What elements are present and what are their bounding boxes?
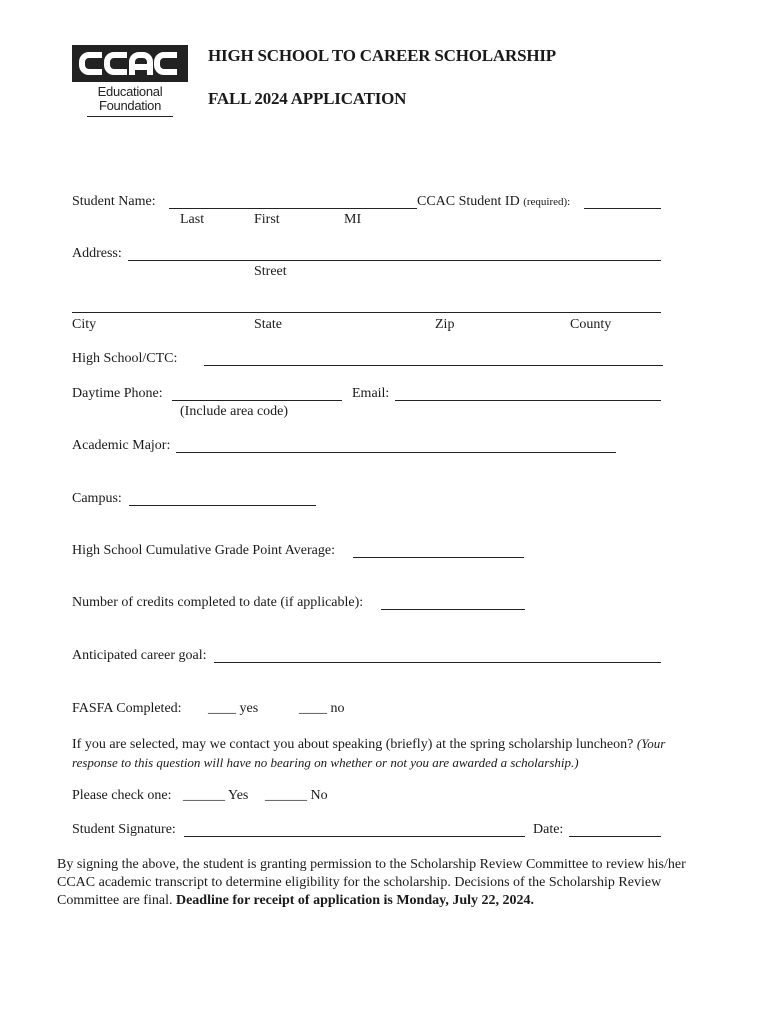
student-name-label: Student Name: (72, 194, 156, 209)
page-subtitle: FALL 2024 APPLICATION (208, 89, 407, 108)
ccac-id-field[interactable] (584, 208, 661, 209)
contact-question-note: (Your response to this question will have no bearing on whether or not you are awarded a scholarship.) (72, 736, 666, 770)
street-caption: Street (254, 264, 287, 279)
logo-divider (87, 116, 173, 117)
last-name-caption: Last (180, 212, 205, 227)
phone-hint: (Include area code) (180, 404, 289, 419)
city-state-zip-field[interactable] (72, 312, 661, 313)
fasfa-label: FASFA Completed: (72, 701, 182, 716)
credits-field[interactable] (381, 609, 525, 610)
fasfa-no-option[interactable]: ____ no (299, 701, 345, 716)
check-no-option[interactable]: ______ No (265, 788, 328, 803)
high-school-label: High School/CTC: (72, 351, 178, 366)
ccac-logo-icon (72, 45, 188, 82)
zip-caption: Zip (435, 317, 455, 332)
logo-sub-line1: Educational (97, 84, 163, 99)
logo-sub-line2: Foundation (98, 98, 162, 113)
signature-label: Student Signature: (72, 822, 176, 837)
check-one-label: Please check one: (72, 788, 172, 803)
street-field[interactable] (128, 260, 661, 261)
consent-paragraph (57, 856, 697, 910)
high-school-field[interactable] (204, 365, 663, 366)
county-caption: County (570, 317, 612, 332)
gpa-field[interactable] (353, 557, 524, 558)
consent-text: By signing the above, the student is granting permission to the Scholarship Review Committee to review his/her CCAC academic transcript to determine eligibility for the scholarship. Decisions of the Scholarship Review Committee are final. (57, 857, 686, 908)
contact-question (72, 735, 712, 773)
email-label: Email: (352, 386, 390, 401)
fasfa-yes-option[interactable]: ____ yes (208, 701, 259, 716)
date-field[interactable] (569, 836, 661, 837)
major-field[interactable] (176, 452, 616, 453)
logo-subtitle (86, 85, 174, 113)
ccac-id-required: (required): (523, 196, 571, 208)
major-label: Academic Major: (72, 438, 171, 453)
campus-field[interactable] (129, 505, 316, 506)
credits-label: Number of credits completed to date (if applicable): (72, 595, 364, 610)
page-title: HIGH SCHOOL TO CAREER SCHOLARSHIP (208, 46, 556, 65)
phone-field[interactable] (172, 400, 342, 401)
phone-label: Daytime Phone: (72, 386, 163, 401)
check-yes-option[interactable]: ______ Yes (183, 788, 249, 803)
ccac-id-label (417, 194, 570, 210)
signature-field[interactable] (184, 836, 525, 837)
gpa-label: High School Cumulative Grade Point Average: (72, 543, 335, 558)
city-caption: City (72, 317, 97, 332)
campus-label: Campus: (72, 491, 122, 506)
career-label: Anticipated career goal: (72, 648, 207, 663)
first-name-caption: First (254, 212, 280, 227)
deadline-text: Deadline for receipt of application is Monday, July 22, 2024. (175, 893, 535, 908)
email-field[interactable] (395, 400, 661, 401)
date-label: Date: (533, 822, 564, 837)
student-name-field[interactable] (169, 208, 417, 209)
state-caption: State (254, 317, 282, 332)
career-field[interactable] (214, 662, 661, 663)
mi-caption: MI (344, 212, 362, 227)
address-label: Address: (72, 246, 122, 261)
ccac-logo-mark (72, 45, 188, 82)
contact-question-text: If you are selected, may we contact you about speaking (briefly) at the spring scholarship luncheon? (72, 737, 634, 752)
ccac-id-label-text: CCAC Student ID (417, 194, 520, 209)
